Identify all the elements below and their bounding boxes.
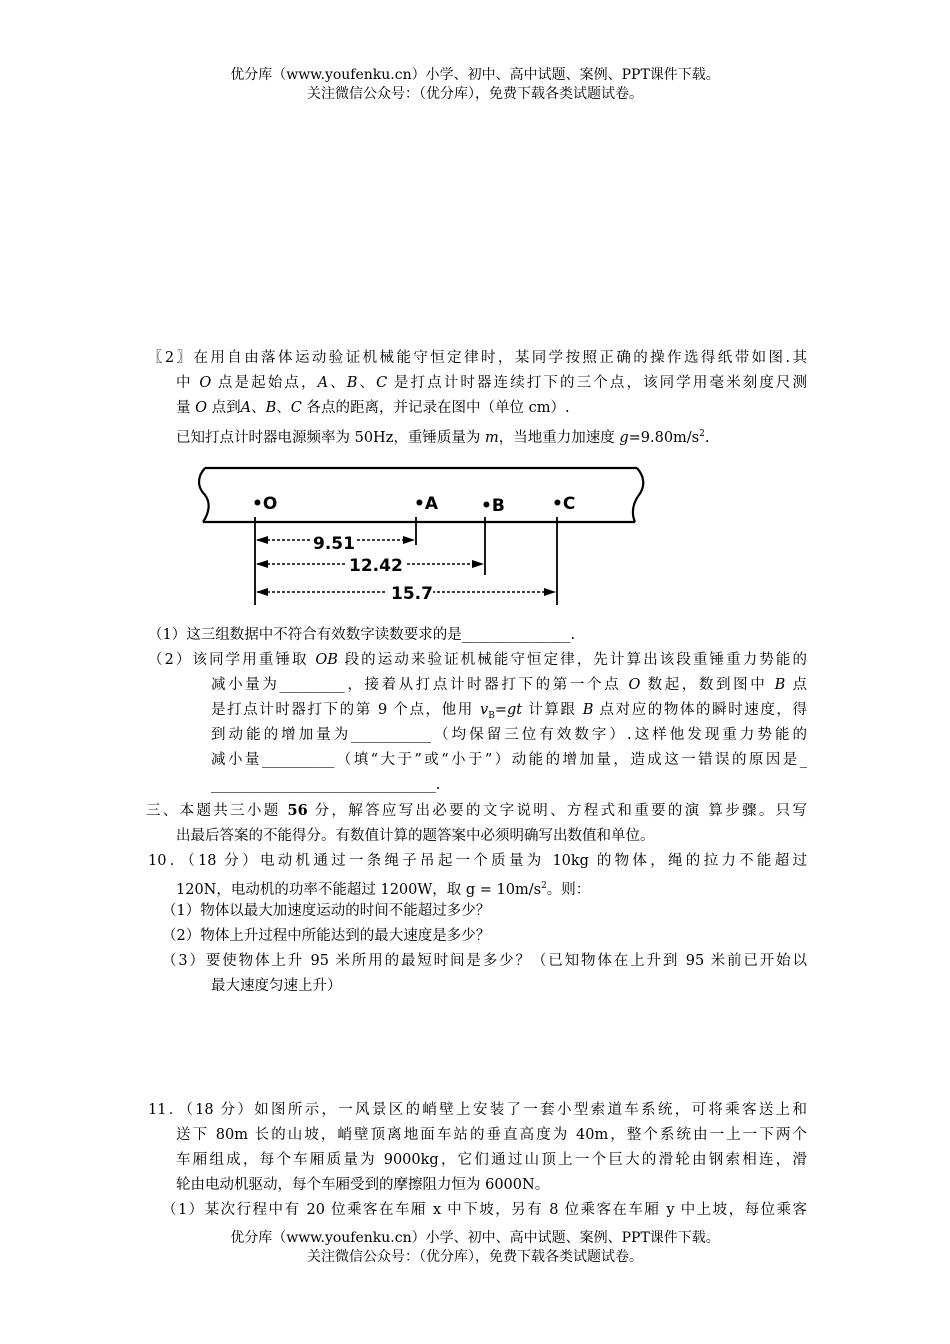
distance-oa: 9.51: [313, 534, 355, 554]
point-label-o: •O: [252, 494, 278, 514]
q2-sub-2-line-6: _______________________________.: [211, 777, 441, 793]
q2-sub-2-line-2: 减小量为_________，接着从打点计时器打下的第一个点 O 数起，数到图中 B 点: [211, 677, 808, 693]
q2-line-1: 〖2〗在用自由落体运动验证机械能守恒定律时，某同学按照正确的操作选得纸带如图.其: [148, 350, 807, 366]
arrow-oa-right: [403, 536, 415, 544]
paper-tape-figure: [195, 465, 655, 610]
q2-line-4: 已知打点计时器电源频率为 50Hz，重锤质量为 m，当地重力加速度 $g=9.80m/s^2$.: [176, 429, 710, 446]
q10-line-2: 120N，电动机的功率不能超过 1200W，取 $g = 10m/s^2$。则：: [176, 881, 591, 898]
q2-sub-2-line-1: （2）该同学用重锤取 OB 段的运动来验证机械能守恒定律，先计算出该段重锤重力势能的: [148, 652, 807, 668]
q2-sub-2-line-4: 到动能的增加量为___________（均保留三位有效数字）.这样他发现重力势能的: [211, 727, 807, 743]
sec3-line-2: 出最后答案的不能得分。有数值计算的题答案中必须明确写出数值和单位。: [176, 828, 655, 844]
q11-line-4: 轮由电动机驱动，每个车厢受到的摩擦阻力恒为 6000N。: [176, 1177, 550, 1193]
arrow-ob-right: [472, 560, 484, 568]
q10-part-3-line-1: （3）要使物体上升 95 米所用的最短时间是多少？（已知物体在上升到 95 米前已开始以: [162, 953, 807, 969]
page-header: [0, 66, 950, 104]
sec3-line-1: 三、本题共三小题 56 分，解答应写出必要的文字说明、方程式和重要的演 算步骤。只写: [146, 802, 808, 819]
q10-part-1: （1）物体以最大加速度运动的时间不能超过多少？: [162, 903, 491, 919]
tape-left-edge: [199, 468, 209, 522]
q2-sub-1: （1）这三组数据中不符合有效数字读数要求的是_______________.: [148, 627, 576, 643]
point-label-b: •B: [481, 496, 505, 516]
footer-line-2: 关注微信公众号：（优分库），免费下载各类试题试卷。: [307, 1249, 643, 1265]
distance-oc: 15.7: [391, 584, 433, 604]
footer-line-1: 优分库（www.youfenku.cn）小学、初中、高中试题、案例、PPT课件下载。: [230, 1230, 720, 1246]
page-footer: [0, 1229, 950, 1267]
distance-ob: 12.42: [349, 556, 403, 576]
header-line-2: 关注微信公众号：（优分库），免费下载各类试题试卷。: [307, 86, 643, 102]
arrow-oc-right: [544, 588, 556, 596]
q10-part-3-line-2: 最大速度匀速上升）: [211, 978, 342, 994]
q11-line-1: 11．（18 分）如图所示，一风景区的峭壁上安装了一套小型索道车系统，可将乘客送上和: [148, 1102, 807, 1118]
q11-part-1: （1）某次行程中有 20 位乘客在车厢 x 中下坡，另有 8 位乘客在车厢 y 中上坡，每位乘客: [162, 1202, 807, 1218]
q2-sub-2-line-5: 减小量__________（填“大于”或“小于”）动能的增加量，造成这一错误的原因是_: [211, 752, 807, 768]
q10-part-2: （2）物体上升过程中所能达到的最大速度是多少？: [162, 928, 491, 944]
arrow-oc-left: [256, 588, 268, 596]
q11-line-3: 车厢组成，每个车厢质量为 9000kg，它们通过山顶上一个巨大的滑轮由钢索相连，滑: [176, 1152, 807, 1168]
q2-line-3: 量 O 点到A、B、C 各点的距离，并记录在图中（单位 cm）.: [176, 400, 570, 416]
arrow-ob-left: [256, 560, 268, 568]
arrow-oa-left: [256, 536, 268, 544]
q10-line-1: 10．（18 分）电动机通过一条绳子吊起一个质量为 10kg 的物体，绳的拉力不能超过: [148, 853, 807, 869]
tape-right-edge: [633, 468, 643, 522]
header-line-1: 优分库（www.youfenku.cn）小学、初中、高中试题、案例、PPT课件下载。: [230, 67, 720, 83]
q2-sub-2-line-3: 是打点计时器打下的第 9 个点，他用 $v_B=gt$ 计算跟 B 点对应的物体的瞬时速度，得: [211, 702, 807, 721]
q2-line-2: 中 O 点是起始点，A、B、C 是打点计时器连续打下的三个点，该同学用毫米刻度尺测: [176, 375, 808, 391]
q11-line-2: 送下 80m 长的山坡，峭壁顶离地面车站的垂直高度为 40m，整个系统由一上一下两个: [176, 1127, 807, 1143]
point-label-c: •C: [552, 494, 576, 514]
point-label-a: •A: [414, 494, 439, 514]
